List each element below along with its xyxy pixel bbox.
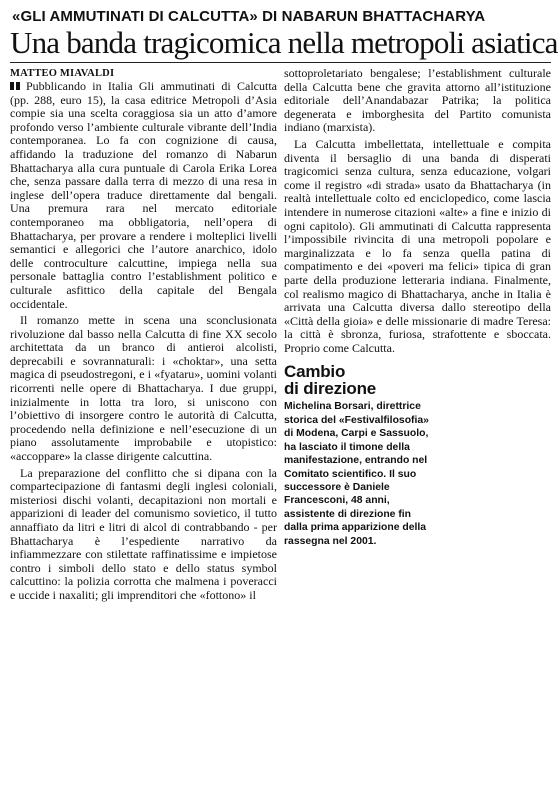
paragraph-text: Pubblicando in Italia Gli ammutinati di Calcutta (pp. 288, euro 15), la casa editrice Metropoli d’Asia compie sia una scelta coraggiosa sia un atto d’amore profondo verso l’ambiente culturale vibrante dell’India contemporanea. Lo fa con cognizione di causa, affidando la traduzione del romanzo di Nabarun Bhattacharya alla cura puntuale di Carola Erika Lorea che, senza passare dalla terra di mezzo di una resa in inglese dell’opera traduce direttamente dal bengali. Una premura rara nel mercato editoriale contemporaneo ma obbligatoria, nell’opera di Bhattacharya, per provare a rendere i molteplici livelli semantici e allegorici che l’autore anarchico, idolo delle controculture calcuttine, impiega nella sua personale battaglia contro l’establishment politico e culturale asfittico della capitale del Bengala occidentale.: [10, 79, 277, 311]
article-paragraph: sottoproletariato bengalese; l’establishment culturale della Calcutta bene che gravita attorno all’istituzione editoriale dell’Anandabazar Patrika; la politica degenerata e imborghesita del Partito comunista indiano (marxista).: [284, 66, 551, 135]
article-headline: Una banda tragicomica nella metropoli asiatica: [10, 25, 558, 60]
article-paragraph: [10, 80, 277, 311]
article-paragraph: Il romanzo mette in scena una sconclusionata rivoluzione dal basso nella Calcutta di fine XX secolo architettata da un branco di antieroi alcolisti, deprecabili e sovrannaturali: i «choktar», una setta magica di pseudostregoni, e i «fyataru», uomini volanti ricorrenti nelle opere di Bhattacharya. I due gruppi, inizialmente in lotta tra loro, si uniscono con l’obiettivo di insorgere contro le autorità di Calcutta, procedendo nella definizione e nell’esecuzione di un piano assolutamente improbabile e utopistico: «accoppare» la classe dirigente calcuttina.: [10, 313, 277, 464]
news-brief-title: [284, 363, 551, 397]
headline-divider: [10, 62, 551, 63]
article-column-1: [10, 67, 277, 603]
article-paragraph: La preparazione del conflitto che si dipana con la compartecipazione di fantasmi degli inglesi coloniali, misteriosi dischi volanti, decapitazioni non mortali e apparizioni di leader del comunismo sovietico, il tutto annaffiato da litri e litri di alcol di contrabbando - per Bhattacharya è l’espediente narrativo da infiammezzare con stilettate raffinatissime e impietose contro i simboli dello stato e dello status symbol calcuttino: la polizia corrotta che malmena i poveracci e uccide i naxaliti; gli imprenditori che «fottono» il: [10, 465, 277, 602]
article-body: [10, 67, 551, 603]
article-kicker: «GLI AMMUTINATI DI CALCUTTA» DI NABARUN BHATTACHARYA: [12, 8, 486, 25]
paragraph-marker-icon: [10, 80, 22, 88]
news-brief-title-line1: Cambio: [284, 362, 346, 382]
news-brief-title-line2: di direzione: [284, 379, 377, 399]
article-byline: MATTEO MIAVALDI: [10, 68, 115, 79]
article-paragraph: La Calcutta imbellettata, intellettuale e compita diventa il bersaglio di una banda di disperati tragicomici senza cultura, senza educazione, volgari come il registro «di strada» usato da Bhattacharya (in realtà intellettuale colto ed enciclopedico, come lascia intendere in numerose citazioni «alte» a fine e inizio di ogni capitolo). Gli ammutinati di Calcutta rappresenta l’impossibile rivincita di una metropoli popolare e marginalizzata e lo fa senza quella patina di compatimento e dei «poveri ma felici» tipica di gran parte della produzione letteraria indiana. Finalmente, col realismo magico di Bhattacharya, anche in Italia è arrivata una Calcutta diversa dallo stereotipo della «Città della gioia» e delle missionarie di madre Teresa: la città è sbronza, furiosa, strafottente e sboccata. Proprio come Calcutta.: [284, 136, 551, 355]
article-column-2: [284, 67, 551, 603]
news-brief-box: [284, 363, 551, 547]
news-brief-text: Michelina Borsari, direttrice storica del «Festivalfilosofia» di Modena, Carpi e Sassuolo, ha lasciato il timone della manifestazione, entrando nel Comitato scientifico. Il suo successore è Daniele Francesconi, 48 anni, assistente di direzione fin dalla prima apparizione della rassegna nel 2001.: [284, 401, 429, 547]
